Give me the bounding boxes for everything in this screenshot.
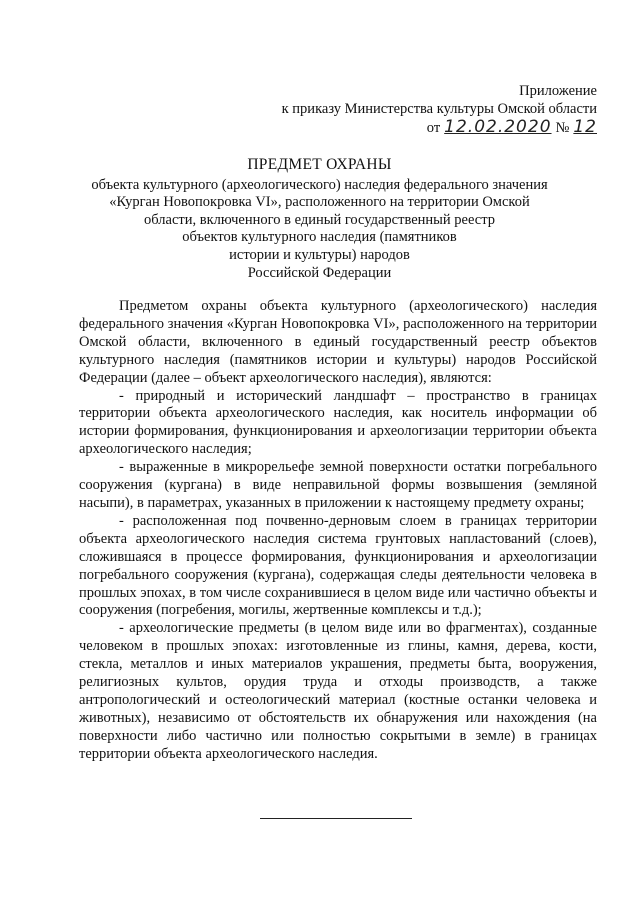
list-item: - выраженные в микрорельефе земной поверхности остатки погребального сооружения (кургана) в виде неправильной формы возвышения (земляной насыпи), в параметрах, указанных в приложении к настоящему предмету охраны; (79, 459, 597, 511)
order-reference (282, 100, 597, 118)
number-label: № (555, 120, 570, 136)
title-line: области, включенного в единый государственный реестр (144, 211, 495, 228)
handwritten-date: 12.02.2020 (444, 117, 552, 137)
appendix-label: Приложение (519, 83, 597, 99)
intro-paragraph: Предметом охраны объекта культурного (археологического) наследия федерального значения «Курган Новопокровка VI», расположенного на территории Омской области, включенного в единый государственный реестр объектов культурного наследия (памятников истории и культуры) народов Российской Федерации (далее – объект археологического наследия), являются: (79, 298, 597, 386)
title-line: объектов культурного наследия (памятников (182, 229, 457, 246)
list-item: - расположенная под почвенно-дерновым слоем в границах территории объекта археологического наследия система грунтовых напластований (слоев), сложившаяся в процессе формирования, функционирования и археологизации погребального сооружения (кургана), содержащая следы деятельности человека в прошлых эпохах, в том числе сохранившиеся в целом виде или частично объекты и сооружения (погребения, могилы, жертвенные комплексы и т.д.); (79, 512, 597, 619)
appendix-header (282, 82, 597, 137)
closing-divider (260, 818, 412, 819)
list-item: - природный и исторический ландшафт – пространство в границах территории объекта археологического наследия, как носитель информации об истории формирования, функционирования и археологизации территории объекта археологического наследия; (79, 387, 597, 458)
title-line: Российской Федерации (247, 264, 392, 281)
title-line: объекта культурного (археологического) наследия федерального значения (91, 176, 548, 193)
date-prefix: от (426, 120, 441, 136)
title-line: истории и культуры) народов (229, 246, 410, 263)
order-date-number (282, 118, 597, 137)
title-main: ПРЕДМЕТ ОХРАНЫ (247, 156, 392, 173)
handwritten-number: 12 (573, 117, 597, 137)
document-title (0, 156, 639, 282)
order-reference-text: к приказу Министерства культуры Омской области (281, 101, 597, 117)
document-body (79, 298, 597, 764)
list-item: - археологические предметы (в целом виде или во фрагментах), созданные человеком в прошлых эпохах: изготовленные из глины, камня, дерева, кости, стекла, металлов и иных материалов украшения, предметы быта, вооружения, религиозных культов, орудия труда и отходы производств, а также антропологический и остеологический материал (костные останки человека и животных), независимо от обстоятельств их обнаружения или нахождения (на поверхности либо частично или полностью сокрытыми в земле) в границах территории объекта археологического наследия. (79, 620, 597, 762)
title-line: «Курган Новопокровка VI», расположенного на территории Омской (109, 194, 530, 211)
